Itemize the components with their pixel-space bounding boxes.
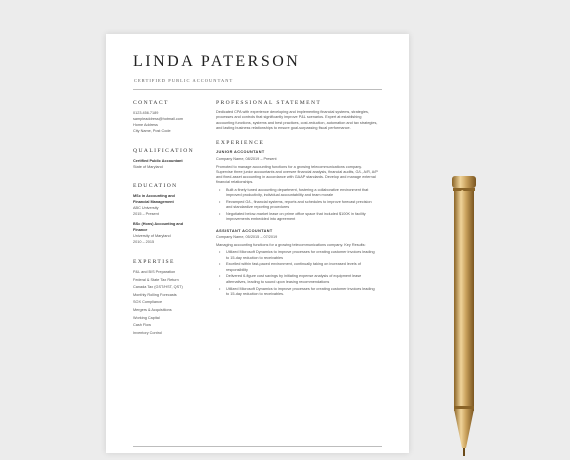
list-item: • Excelled within fast-paced environment, continually taking on increased levels of responsibility (226, 262, 378, 273)
statement-heading: PROFESSIONAL STATEMENT (216, 100, 322, 106)
job2-bullets (216, 250, 378, 297)
expertise-item: Mergers & Acquisitions (133, 307, 172, 312)
contact-heading: CONTACT (133, 100, 169, 106)
education-degree2-line1: BSc (Hons) Accounting and (133, 222, 184, 226)
contact-email: sampleaddress@hotmail.com (133, 117, 184, 121)
list-item: • Utilized Microsoft Dynamics to improve processes for creating customer invoices leading to 15-day reduction to receivables. (226, 287, 378, 298)
list-item: • Revamped G/L, financial systems, reports and schedules to improve forecast precision and standardize reporting procedures (226, 200, 378, 211)
resume-name: LINDA PATERSON (133, 53, 301, 70)
right-column (216, 100, 378, 300)
gold-pen-icon (448, 170, 480, 460)
list-item: • Built a finely tuned accounting department, fostering a collaborative environment that improved productivity, individual accountability and team morale (226, 188, 378, 199)
bottom-rule (133, 446, 382, 447)
qualification-line2: State of Maryland (133, 165, 163, 169)
job2-title: ASSISTANT ACCOUNTANT (216, 228, 273, 233)
qualification-heading: QUALIFICATION (133, 148, 195, 154)
contact-address: Home Address (133, 123, 158, 127)
expertise-item: Inventory Control (133, 330, 162, 335)
education-degree2-line2: Finance (133, 228, 148, 232)
expertise-heading: EXPERTISE (133, 259, 175, 265)
expertise-item: SOX Compliance (133, 300, 163, 305)
resume-page (106, 34, 409, 453)
education-degree1-line1: MSc in Accounting and (133, 194, 175, 198)
expertise-item: Canada Tax (GST/HST, QST) (133, 285, 183, 290)
contact-city: City Name, Post Code (133, 129, 171, 133)
left-column (133, 100, 211, 337)
expertise-item: Cash Flow (133, 323, 151, 328)
job1-title: JUNIOR ACCOUNTANT (216, 150, 265, 155)
job2-description: Managing accounting functions for a growing telecommunications company. Key Results: (216, 242, 366, 247)
job2-company: Company Name, 05/2015 – 07/2019 (216, 234, 278, 239)
education-years2: 2010 – 2015 (133, 240, 155, 244)
top-rule (133, 89, 382, 90)
education-school1: ABC University (133, 206, 159, 210)
expertise-item: Federal & State Tax Return (133, 277, 179, 282)
contact-phone: 0123.456.7189 (133, 111, 159, 115)
education-degree1-line2: Financial Management (133, 200, 174, 204)
list-item: • Negotiated below-market lease on prime office space that included $100K in facility improvements embedded into agreement (226, 212, 378, 223)
expertise-item: Working Capital (133, 315, 160, 320)
list-item: • Delivered 6-figure cost savings by initiating expense analysis of equipment lease alternatives, leading to sound upon leasing recommendations (226, 274, 378, 285)
experience-heading: EXPERIENCE (216, 140, 265, 147)
education-heading: EDUCATION (133, 183, 178, 189)
list-item: • Utilized Microsoft Dynamics to improve processes for creating customer invoices leading to 15-day reduction to receivables (226, 250, 378, 261)
job1-bullets (216, 188, 378, 223)
statement-text: Dedicated CPA with experience developing and implementing financial systems, strategies, processes and controls that significantly improve P&L scenarios. Expert at establishing accounting functions, systems and best practices, cost-reduction, automation and tax strategies, and lasting business relationships to ensure goal-surpassing fiscal performance. (216, 110, 378, 130)
job1-company: Company Name, 08/2019 – Present (216, 156, 277, 161)
qualification-line1: Certified Public Accountant (133, 159, 183, 163)
job1-description: Promoted to manage accounting functions for a growing telecommunications company. Supervise three junior accountants and oversee financial analysis, financial audits, G/L, A/R, A/P and fixed-asset accounting in accordance with GAAP standards. Develop and manage external financial relationships. (216, 164, 378, 185)
education-school2: University of Maryland (133, 234, 171, 238)
resume-title: CERTIFIED PUBLIC ACCOUNTANT (134, 78, 234, 83)
expertise-item: Monthly Rolling Forecasts (133, 292, 177, 297)
education-years1: 2015 – Present (133, 212, 159, 216)
expertise-item: P&L and B/S Preparation (133, 270, 176, 274)
